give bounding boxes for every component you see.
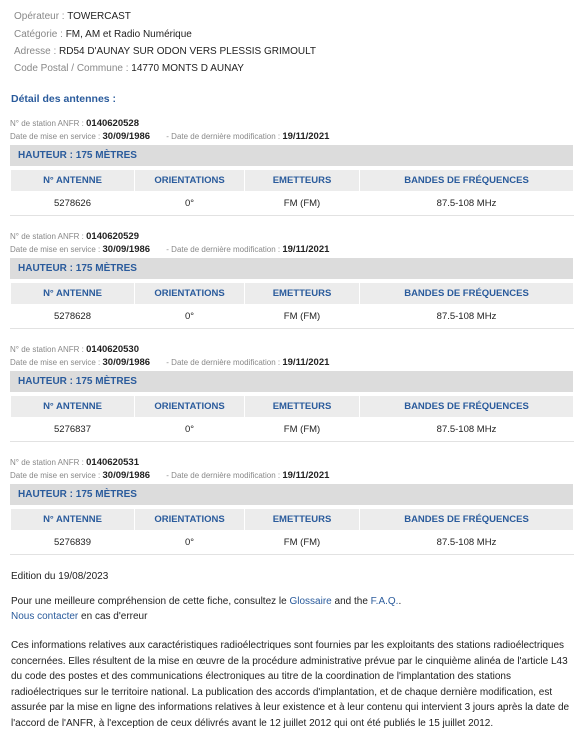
operator-row [14,11,131,22]
service-date-label: Date de mise en service : [10,132,101,141]
table-header-row [11,509,574,531]
station-meta [10,343,573,356]
col-emitters: EMETTEURS [245,283,360,305]
table-row [11,531,574,555]
col-emitters: EMETTEURS [245,509,360,531]
station-dates [10,130,573,143]
contact-link[interactable]: Nous contacter [11,611,79,622]
help-text: Pour une meilleure compréhension de cette fiche, consultez le [11,596,290,607]
modified-date: 19/11/2021 [282,131,330,142]
station-dates [10,356,573,369]
help-and-text: and the [331,596,371,607]
emitter: FM (FM) [245,418,360,442]
faq-link[interactable]: F.A.Q. [370,596,399,607]
antenna-number: 5278626 [11,192,135,216]
station-block [10,456,573,555]
orientation: 0° [135,305,245,329]
antenna-table [10,508,574,555]
service-date-label: Date de mise en service : [10,358,101,367]
table-row [11,305,574,329]
service-date-label: Date de mise en service : [10,245,101,254]
station-block [10,343,573,442]
antenna-table [10,169,574,216]
category-label: Catégorie : [14,29,63,40]
modified-date-label: - Date de dernière modification : [166,132,281,141]
modified-date-label: - Date de dernière modification : [166,358,281,367]
help-suffix: . [398,596,402,607]
postal-label: Code Postal / Commune : [14,63,129,74]
modified-date: 19/11/2021 [282,470,330,481]
service-date: 30/09/1986 [102,131,151,142]
antenna-number: 5276837 [11,418,135,442]
service-date: 30/09/1986 [102,357,151,368]
table-header-row [11,283,574,305]
col-emitters: EMETTEURS [245,396,360,418]
height-bar: HAUTEUR : 175 MÈTRES [10,484,573,505]
operator-label: Opérateur : [14,11,65,22]
emitter: FM (FM) [245,192,360,216]
col-antenna-number: N° ANTENNE [11,509,135,531]
station-block [10,230,573,329]
address-row [14,46,316,57]
disclaimer-paragraph: Ces informations relatives aux caractéristiques radioélectriques sont fournies par les exploitants des stations radioélectriques concernées. Elles résultent de la mise en œuvre de la procédure administrative prévue par le cinquième alinéa de l'article L43 du code des postes et des communications électroniques au titre de la coordination de l'implantation des stations radioélectriques sur le territoire national. La publication des accords d'implantation, et de chaque dernière modification, est assurée par la mise en ligne des informations relatives à leur existence et à leur contenu qui intervient 3 jours après la date de l'accord de l'ANFR, à l'exception de ceux délivrés avant le 12 juillet 2012 qui ont été publiés le 15 juillet 2012. [11,640,570,729]
col-orientations: ORIENTATIONS [135,283,245,305]
modified-date-label: - Date de dernière modification : [166,471,281,480]
orientation: 0° [135,531,245,555]
category-row [14,29,192,40]
col-emitters: EMETTEURS [245,170,360,192]
edition-date: Edition du 19/08/2023 [11,571,109,582]
antenna-table [10,282,574,329]
address-label: Adresse : [14,46,57,57]
height-bar: HAUTEUR : 175 MÈTRES [10,371,573,392]
station-block [10,117,573,216]
table-row [11,418,574,442]
orientation: 0° [135,418,245,442]
frequency-band: 87.5-108 MHz [360,305,574,329]
postal-value: 14770 MONTS D AUNAY [131,63,244,74]
height-bar: HAUTEUR : 175 MÈTRES [10,145,573,166]
address-value: RD54 D'AUNAY SUR ODON VERS PLESSIS GRIMOULT [59,46,316,57]
glossary-link[interactable]: Glossaire [289,596,332,607]
col-orientations: ORIENTATIONS [135,396,245,418]
modified-date: 19/11/2021 [282,244,330,255]
station-dates [10,469,573,482]
col-antenna-number: N° ANTENNE [11,170,135,192]
frequency-band: 87.5-108 MHz [360,531,574,555]
station-number: 0140620528 [86,118,139,129]
antenna-table [10,395,574,442]
postal-row [14,63,244,74]
col-orientations: ORIENTATIONS [135,509,245,531]
table-header-row [11,170,574,192]
station-number: 0140620530 [86,344,139,355]
modified-date: 19/11/2021 [282,357,330,368]
col-antenna-number: N° ANTENNE [11,283,135,305]
station-number-label: N° de station ANFR : [10,119,84,128]
service-date: 30/09/1986 [102,244,151,255]
service-date-label: Date de mise en service : [10,471,101,480]
col-frequency-bands: BANDES DE FRÉQUENCES [360,396,574,418]
service-date: 30/09/1986 [102,470,151,481]
table-header-row [11,396,574,418]
station-number: 0140620529 [86,231,139,242]
station-number-label: N° de station ANFR : [10,232,84,241]
col-frequency-bands: BANDES DE FRÉQUENCES [360,170,574,192]
col-orientations: ORIENTATIONS [135,170,245,192]
station-number-label: N° de station ANFR : [10,458,84,467]
frequency-band: 87.5-108 MHz [360,192,574,216]
station-meta [10,230,573,243]
station-number-label: N° de station ANFR : [10,345,84,354]
station-meta [10,117,573,130]
operator-value: TOWERCAST [67,11,131,22]
col-frequency-bands: BANDES DE FRÉQUENCES [360,509,574,531]
modified-date-label: - Date de dernière modification : [166,245,281,254]
contact-line [11,611,147,622]
antenna-number: 5278628 [11,305,135,329]
frequency-band: 87.5-108 MHz [360,418,574,442]
col-frequency-bands: BANDES DE FRÉQUENCES [360,283,574,305]
emitter: FM (FM) [245,531,360,555]
emitter: FM (FM) [245,305,360,329]
table-row [11,192,574,216]
station-dates [10,243,573,256]
antennas-section-title: Détail des antennes : [11,93,117,105]
help-line [11,596,401,607]
col-antenna-number: N° ANTENNE [11,396,135,418]
height-bar: HAUTEUR : 175 MÈTRES [10,258,573,279]
antenna-number: 5276839 [11,531,135,555]
station-meta [10,456,573,469]
station-number: 0140620531 [86,457,139,468]
orientation: 0° [135,192,245,216]
contact-suffix: en cas d'erreur [78,611,148,622]
category-value: FM, AM et Radio Numérique [65,29,192,40]
